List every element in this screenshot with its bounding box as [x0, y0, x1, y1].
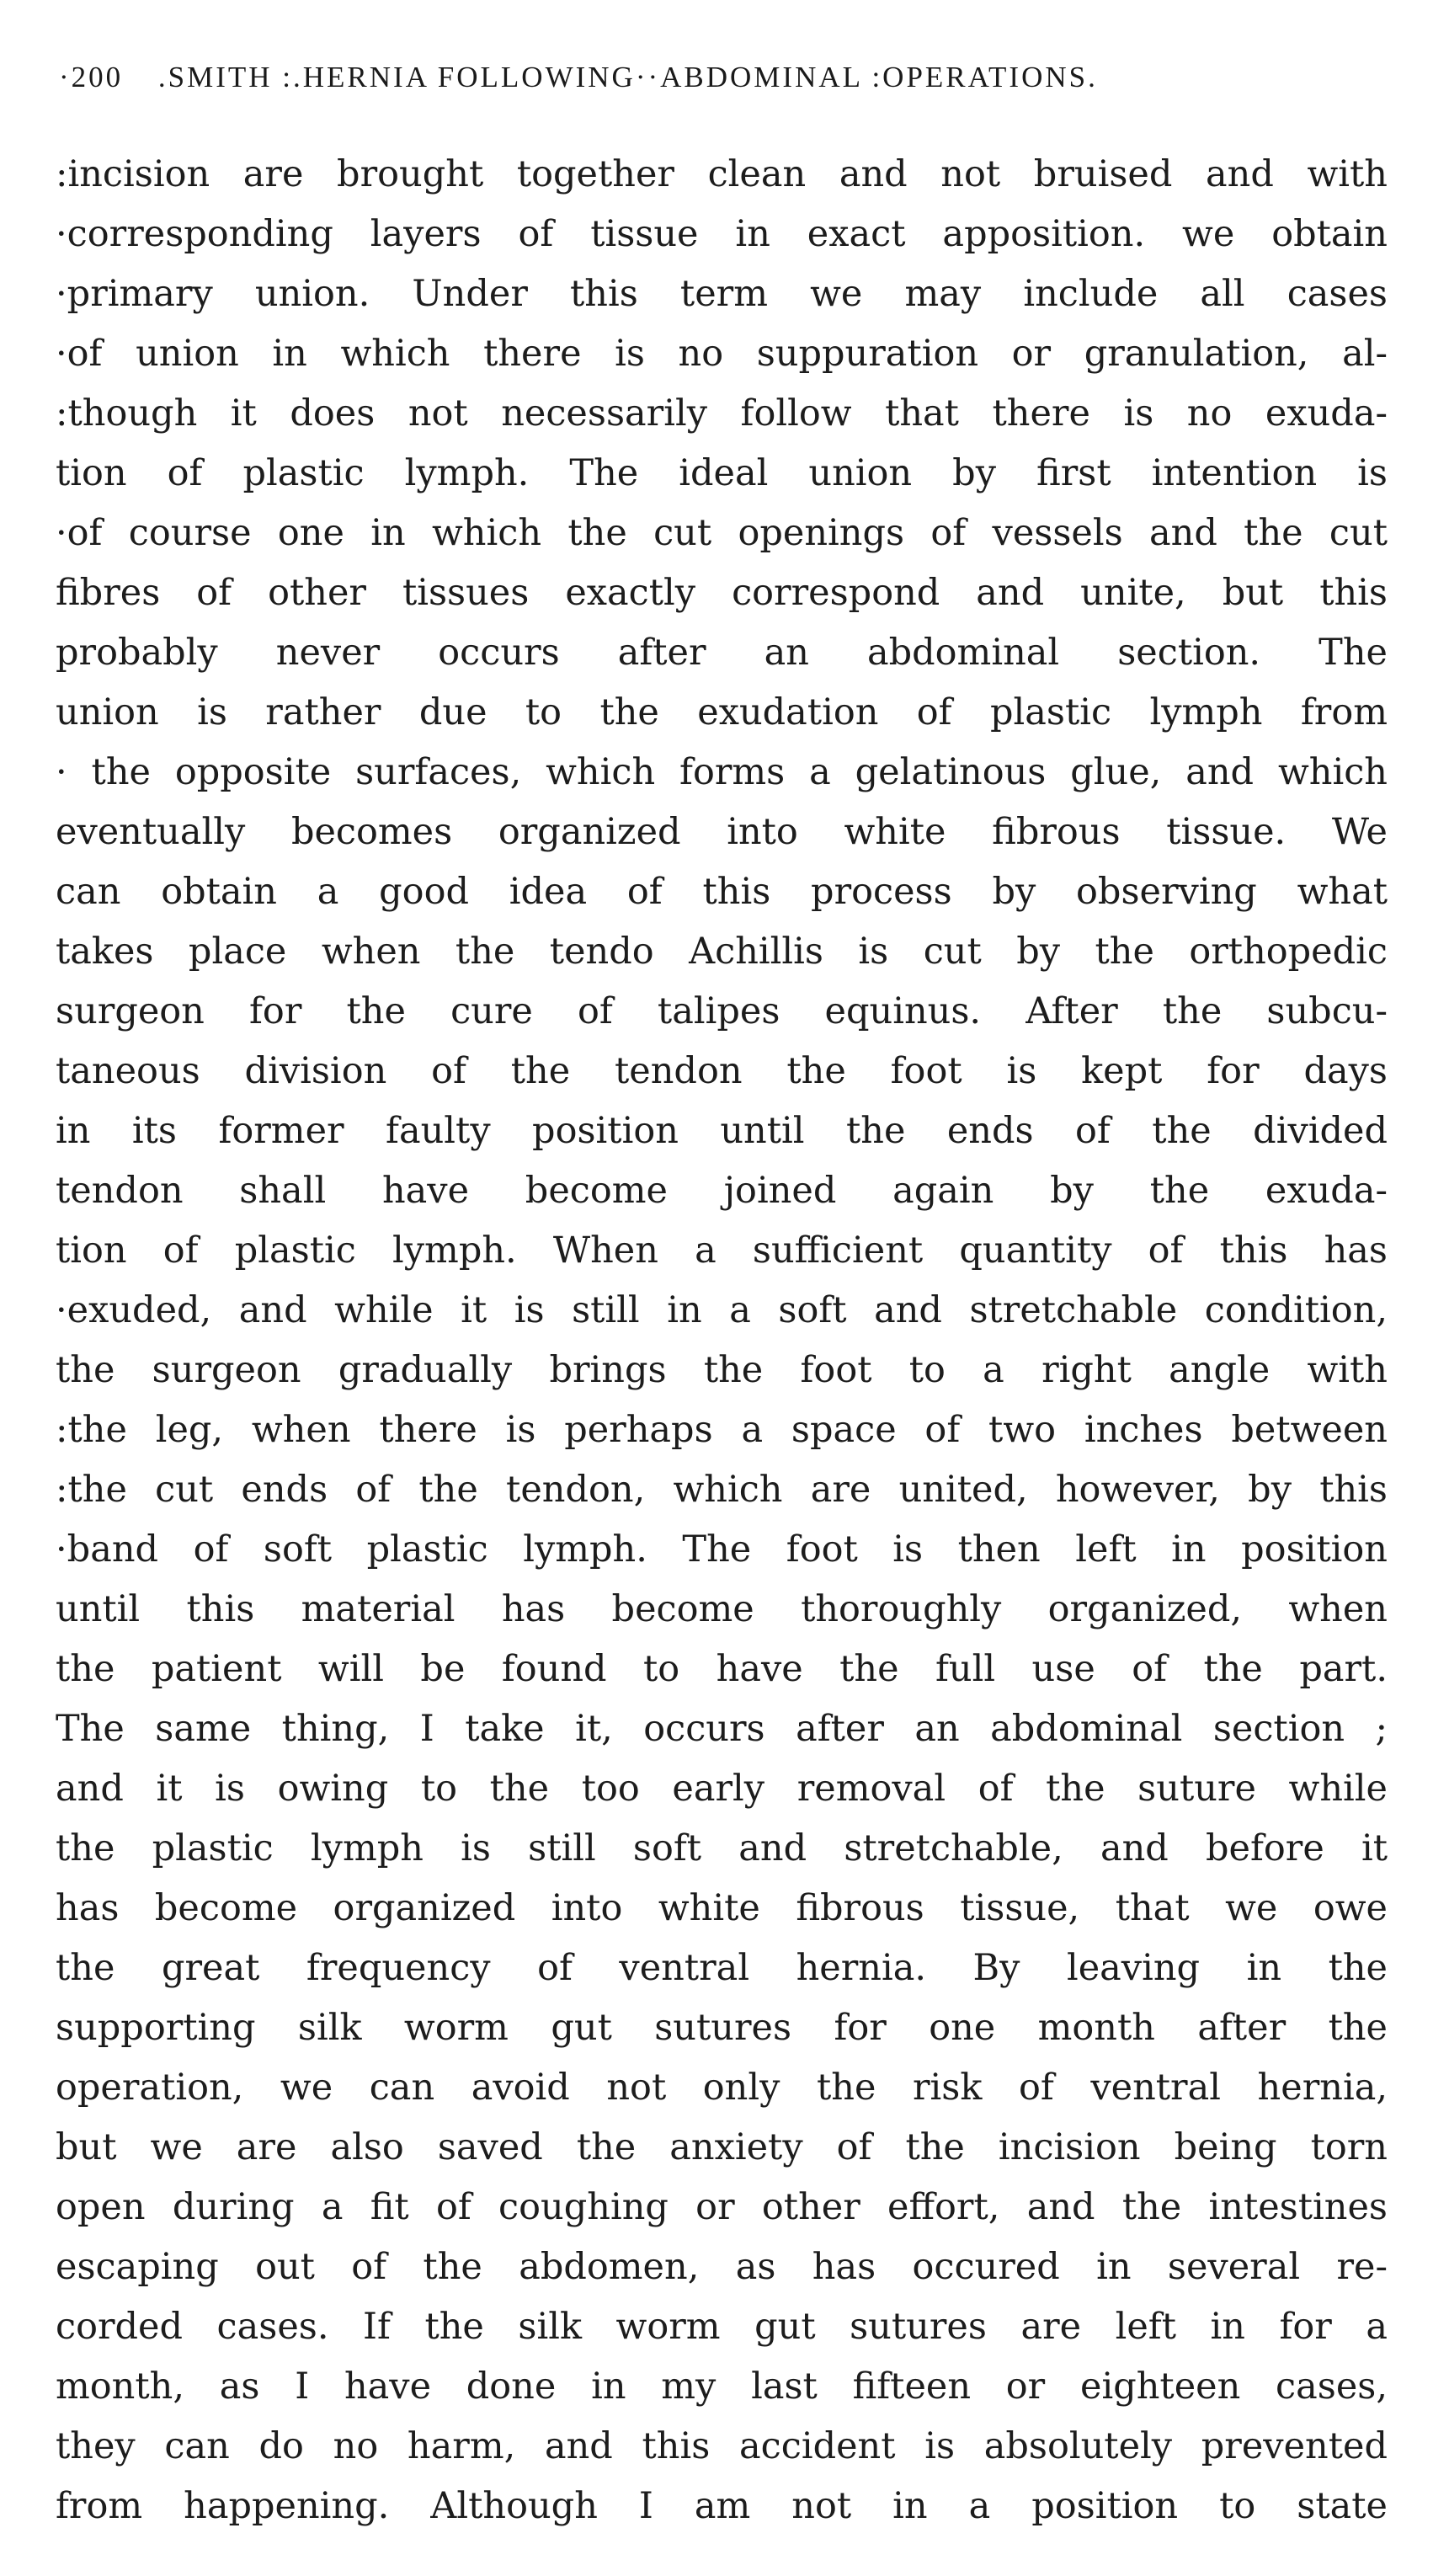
- text-line: the surgeon gradually brings the foot to a right angle with: [56, 1349, 1388, 1391]
- text-line: ·band of soft plastic lymph. The foot is then left in position: [56, 1528, 1388, 1571]
- text-line: ·corresponding layers of tissue in exact apposition. we obtain: [56, 213, 1388, 255]
- text-line: can obtain a good idea of this process by observing what: [56, 871, 1388, 913]
- body-text: [56, 145, 1388, 2536]
- text-line: surgeon for the cure of talipes equinus. After the subcu-: [56, 990, 1388, 1032]
- text-line: and it is owing to the too early removal of the suture while: [56, 1768, 1388, 1810]
- text-line: supporting silk worm gut sutures for one month after the: [56, 2007, 1388, 2049]
- text-line: month, as I have done in my last fifteen or eighteen cases,: [56, 2365, 1388, 2408]
- text-line: probably never occurs after an abdominal section. The: [56, 632, 1388, 674]
- page-number: ·200: [59, 61, 124, 93]
- text-line: :the leg, when there is perhaps a space of two inches between: [56, 1409, 1388, 1451]
- text-line: they can do no harm, and this accident is absolutely prevented: [56, 2425, 1388, 2467]
- text-line: tendon shall have become joined again by the exuda-: [56, 1170, 1388, 1212]
- text-line: the plastic lymph is still soft and stretchable, and before it: [56, 1827, 1388, 1869]
- text-line: taneous division of the tendon the foot is kept for days: [56, 1050, 1388, 1092]
- text-line: escaping out of the abdomen, as has occured in several re-: [56, 2246, 1388, 2288]
- text-line: :though it does not necessarily follow that there is no exuda-: [56, 392, 1388, 435]
- text-line: ·of union in which there is no suppuration or granulation, al-: [56, 333, 1388, 375]
- text-line: ·exuded, and while it is still in a soft and stretchable condition,: [56, 1289, 1388, 1331]
- text-line: has become organized into white fibrous tissue, that we owe: [56, 1887, 1388, 1929]
- text-line: :incision are brought together clean and not bruised and with: [56, 153, 1388, 195]
- text-line: :the cut ends of the tendon, which are united, however, by this: [56, 1469, 1388, 1511]
- text-line: union is rather due to the exudation of plastic lymph from: [56, 691, 1388, 733]
- text-line: fibres of other tissues exactly correspond and unite, but this: [56, 572, 1388, 614]
- text-line: corded cases. If the silk worm gut sutures are left in for a: [56, 2306, 1388, 2348]
- text-line: The same thing, I take it, occurs after an abdominal section ;: [56, 1708, 1388, 1750]
- text-line: from happening. Although I am not in a position to state: [56, 2485, 1388, 2527]
- running-head-title: .SMITH :.HERNIA FOLLOWING··ABDOMINAL :OPERATIONS.: [157, 61, 1098, 93]
- text-line: the patient will be found to have the full use of the part.: [56, 1648, 1388, 1690]
- text-line: until this material has become thoroughly organized, when: [56, 1588, 1388, 1630]
- running-head: [59, 61, 1389, 94]
- text-line: ·of course one in which the cut openings of vessels and the cut: [56, 512, 1388, 554]
- text-line: but we are also saved the anxiety of the incision being torn: [56, 2126, 1388, 2168]
- text-line: · the opposite surfaces, which forms a gelatinous glue, and which: [56, 751, 1388, 793]
- text-line: ·primary union. Under this term we may include all cases: [56, 273, 1388, 315]
- text-line: takes place when the tendo Achillis is cut by the orthopedic: [56, 931, 1388, 973]
- text-line: operation, we can avoid not only the risk of ventral hernia,: [56, 2067, 1388, 2109]
- text-line: tion of plastic lymph. The ideal union by first intention is: [56, 452, 1388, 494]
- text-line: the great frequency of ventral hernia. By leaving in the: [56, 1947, 1388, 1989]
- text-line: eventually becomes organized into white fibrous tissue. We: [56, 811, 1388, 853]
- text-line: tion of plastic lymph. When a sufficient quantity of this has: [56, 1229, 1388, 1272]
- text-line: in its former faulty position until the ends of the divided: [56, 1110, 1388, 1152]
- text-line: open during a fit of coughing or other effort, and the intestines: [56, 2186, 1388, 2228]
